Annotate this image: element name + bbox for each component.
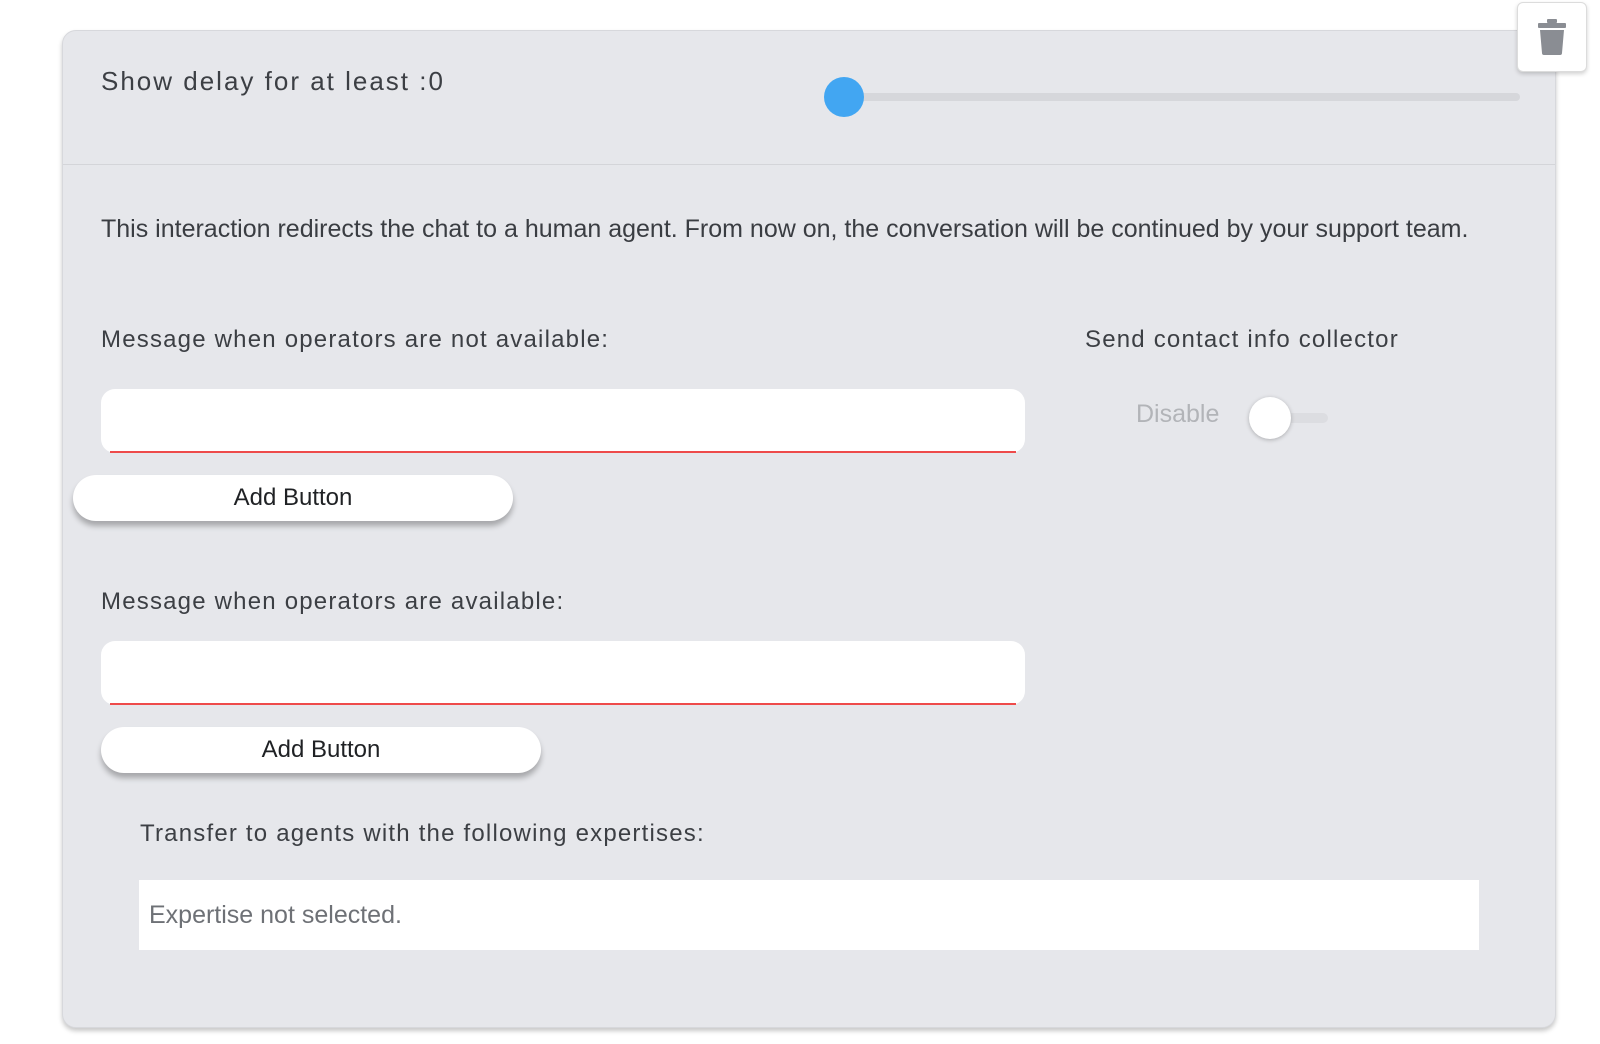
unavailable-message-error-underline: [110, 451, 1016, 453]
available-add-button[interactable]: Add Button: [101, 727, 541, 773]
delay-slider-track[interactable]: [844, 93, 1520, 101]
delete-button[interactable]: [1517, 2, 1587, 72]
unavailable-message-label: Message when operators are not available:: [101, 326, 610, 353]
expertise-select[interactable]: Expertise not selected.: [139, 880, 1479, 950]
expertise-label: Transfer to agents with the following expertises:: [140, 820, 705, 847]
section-divider: [63, 164, 1555, 165]
available-message-error-underline: [110, 703, 1016, 705]
delay-slider-thumb[interactable]: [824, 77, 864, 117]
trash-icon: [1538, 19, 1566, 55]
delay-label: Show delay for at least :0: [101, 66, 445, 96]
available-message-label: Message when operators are available:: [101, 588, 565, 615]
contact-collector-toggle[interactable]: [1249, 397, 1291, 439]
unavailable-add-button[interactable]: Add Button: [73, 475, 513, 521]
contact-collector-state-label: Disable: [1136, 400, 1220, 428]
description-text: This interaction redirects the chat to a human agent. From now on, the conversation will be continued by your support team.: [101, 215, 1469, 243]
available-message-input[interactable]: [101, 641, 1025, 705]
contact-collector-label: Send contact info collector: [1085, 326, 1399, 353]
unavailable-message-input[interactable]: [101, 389, 1025, 453]
agent-transfer-card: [62, 30, 1556, 1028]
